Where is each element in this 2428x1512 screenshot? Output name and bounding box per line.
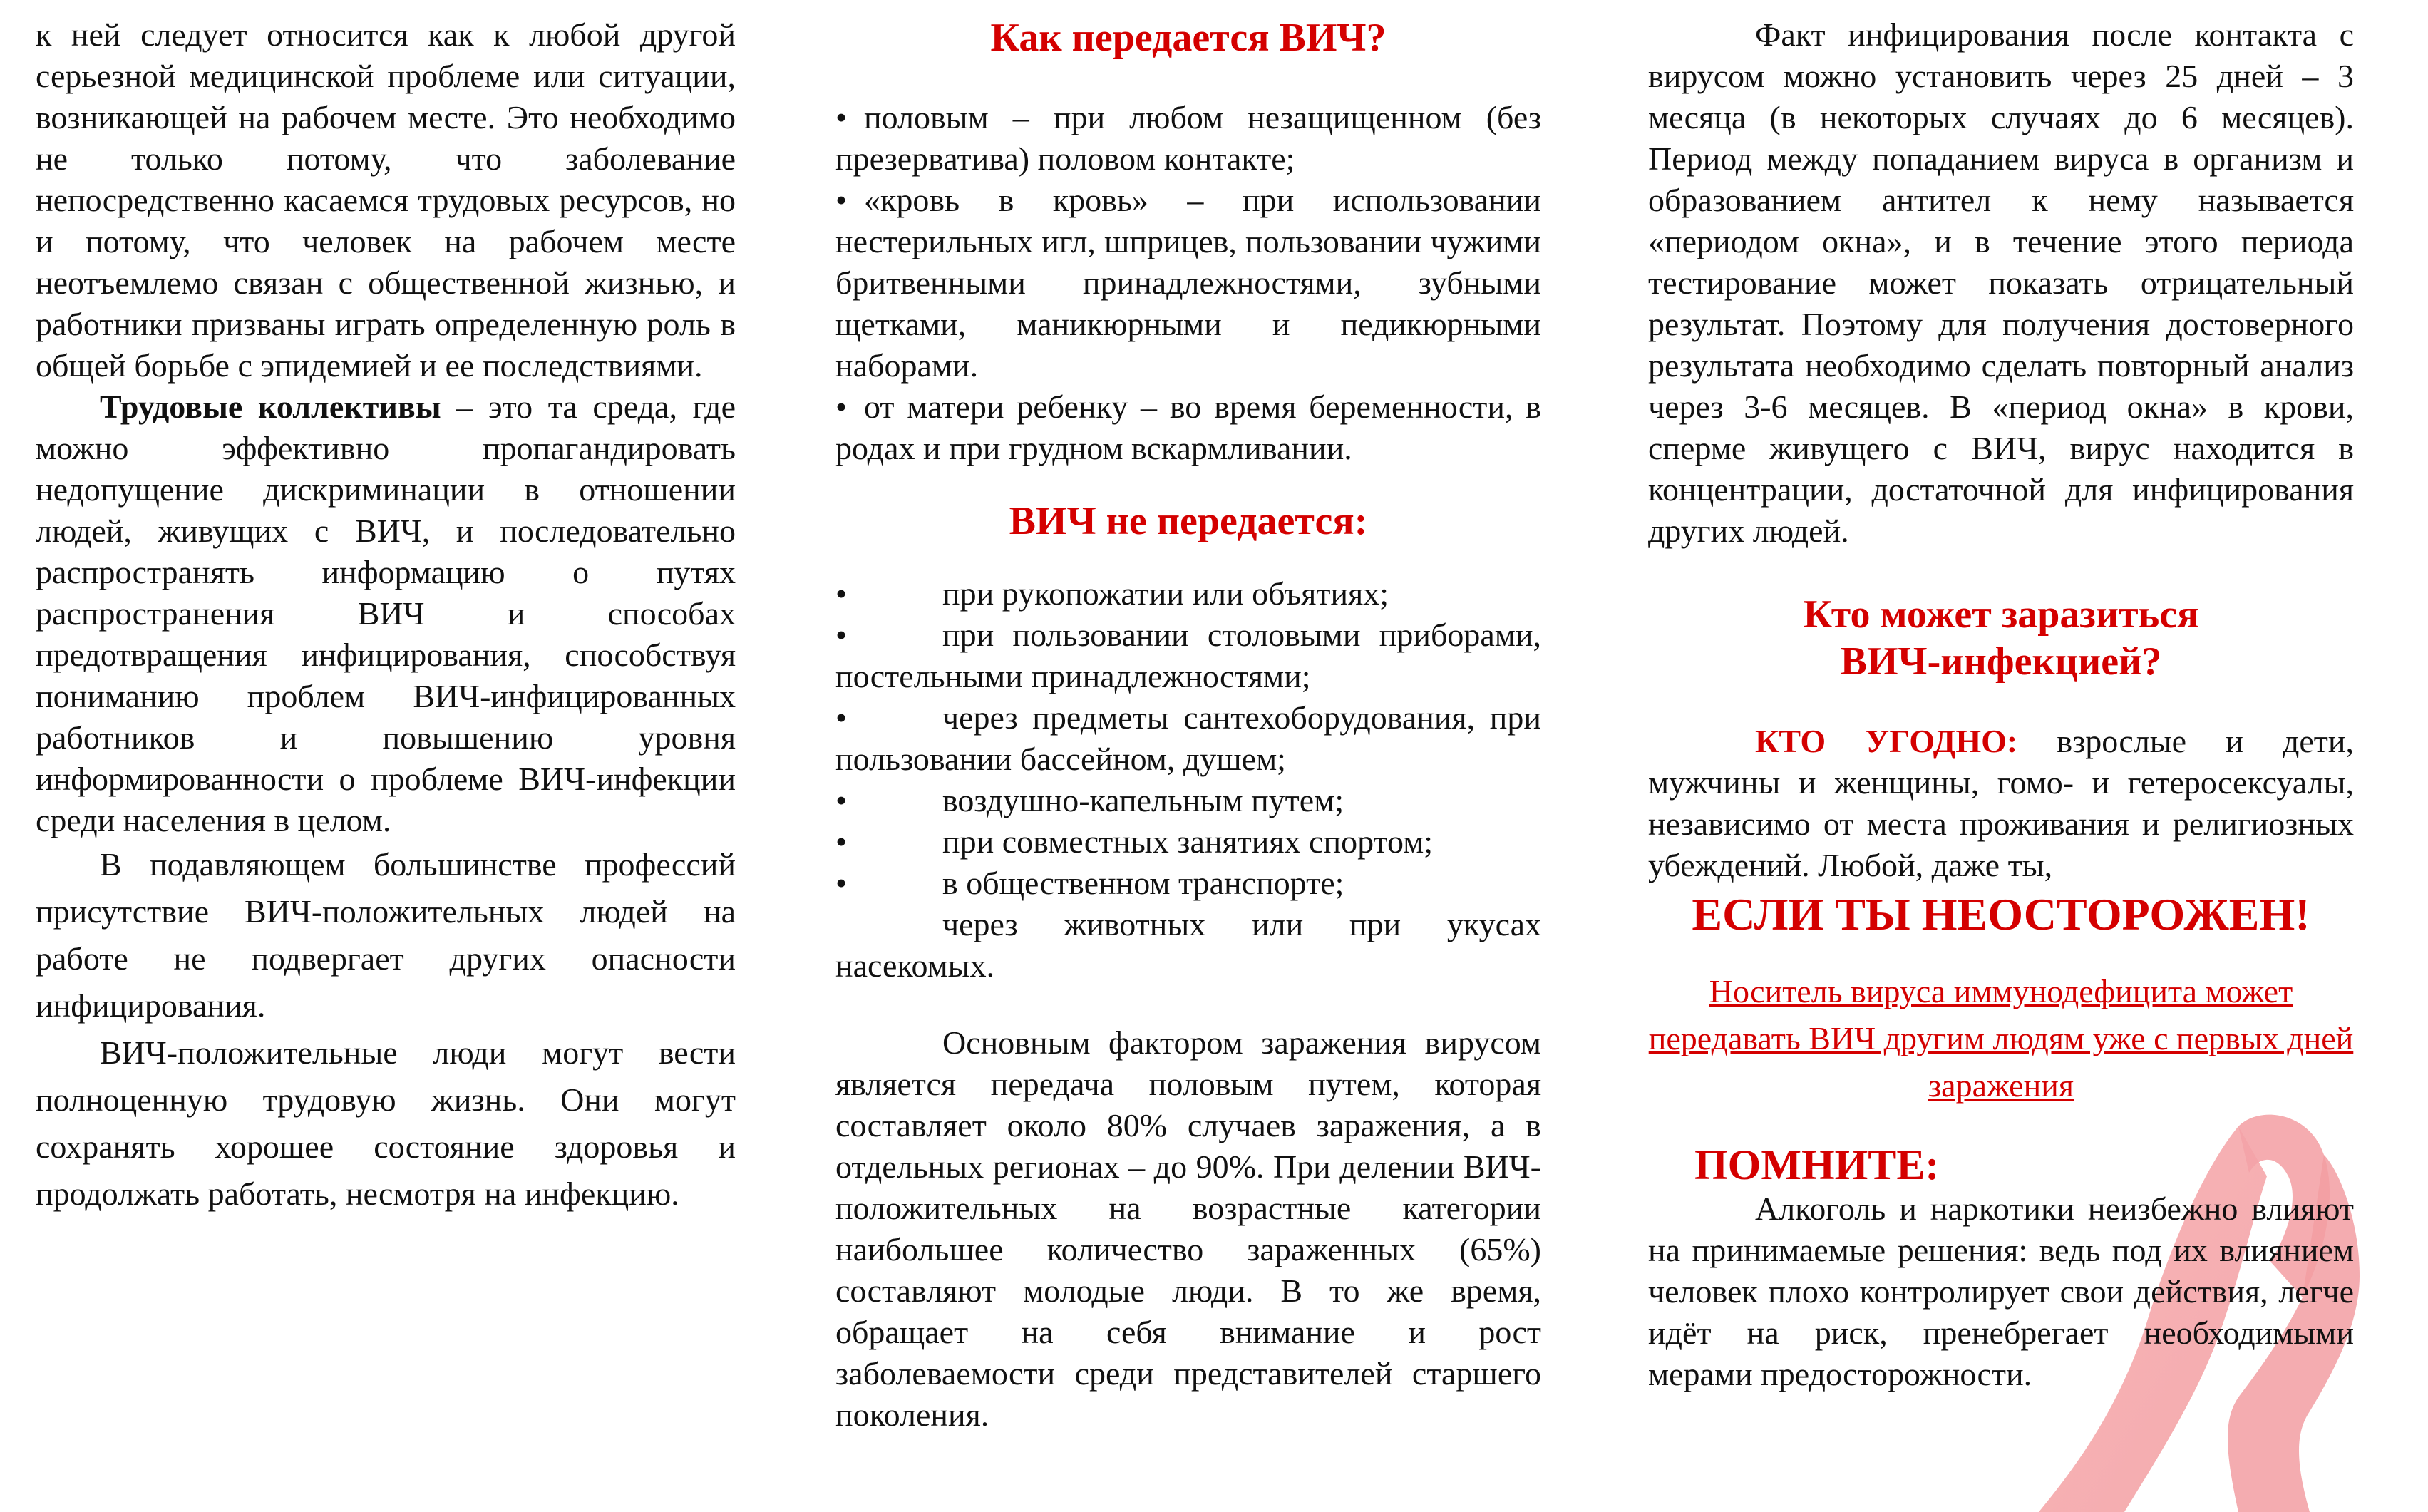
paragraph-anyone: КТО УГОДНО: взрослые и дети, мужчины и женщины, гомо- и гетеросексуалы, независимо от места проживания и религиозных убеждений. Любой, даже ты, — [1648, 723, 2354, 883]
paragraph-intro: к ней следует относится как к любой другой серьезной медицинской проблеме или ситуации, возникающей на рабочем месте. Это необходимо не только потому, что заболевание непосредственно касаемся трудовых ресурсов, но и потому, что человек на рабочем месте неотъемлемо связан с общественной жизнью, и работники призваны играть определенную роль в общей борьбе с эпидемией и ее последствиями. — [36, 16, 736, 384]
list-item: • при пользовании столовыми приборами, постельными принадлежностями; — [835, 614, 1541, 697]
warning-banner: ЕСЛИ ТЫ НЕОСТОРОЖЕН! — [1692, 889, 2310, 940]
list-item: • в общественном транспорте; — [835, 863, 1541, 904]
bullet-icon: • — [835, 575, 848, 612]
paragraph-alcohol-drugs: Алкоголь и наркотики неизбежно влияют на принимаемые решения: ведь под их влиянием человек плохо контролирует свои действия, легче идёт на риск, пренебрегает необходимыми мерами предосторожности. — [1648, 1190, 2354, 1392]
middle-column — [835, 14, 1541, 1436]
transmitted-list — [835, 97, 1541, 469]
paragraph-main-factor: Основным фактором заражения вирусом является передача половым путем, которая составляет около 80% случаев заражения, а в отдельных регионах – до 90%. При делении ВИЧ-положительных на возрастные категории наибольшее количество зараженных (65%) составляют молодые люди. В то же время, обращает на себя внимание и рост заболеваемости среди представителей старшего поколения. — [835, 1024, 1541, 1433]
paragraph-window-period: Факт инфицирования после контакта с вирусом можно установить через 25 дней – 3 месяца (в некоторых случаях до 6 месяцев). Период между попаданием вируса в организм и образованием антител к нему называется «периодом окна», и в течение этого периода тестирование может показать отрицательный результат. Поэтому для получения достоверного результата необходимо сделать повторный анализ через 3-6 месяцев. В «период окна» в крови, сперме живущего с ВИЧ, вирус находится в концентрации, достаточной для инфицирования других людей. — [1648, 16, 2354, 549]
right-column — [1648, 14, 2354, 1395]
bullet-icon: • — [835, 699, 848, 736]
heading-remember: ПОМНИТЕ: — [1694, 1141, 1940, 1188]
bullet-icon: • — [835, 823, 848, 860]
paragraph-work-collectives — [36, 386, 736, 841]
list-item: • от матери ребенку – во время беременности, в родах и при грудном вскармливании. — [835, 386, 1541, 469]
bullet-icon: • — [835, 99, 848, 135]
list-item: • «кровь в кровь» – при использовании нестерильных игл, шприцев, пользовании чужими бритвенными принадлежностями, зубными щетками, маникюрными и педикюрными наборами. — [835, 180, 1541, 386]
list-item: • половым – при любом незащищенном (без презерватива) половом контакте; — [835, 97, 1541, 180]
bullet-icon: • — [835, 182, 848, 218]
list-item: • при рукопожатии или объятиях; — [835, 573, 1541, 614]
list-item: • при совместных занятиях спортом; — [835, 821, 1541, 863]
not-transmitted-list — [835, 573, 1541, 987]
carrier-notice: Носитель вируса иммунодефицита может передавать ВИЧ другим людям уже с первых дней заражения — [1648, 973, 2354, 1104]
list-item: • воздушно-капельным путем; — [835, 780, 1541, 821]
bullet-icon: • — [835, 782, 848, 818]
heading-how-transmitted: Как передается ВИЧ? — [990, 16, 1387, 60]
paragraph-professions: В подавляющем большинстве профессий присутствие ВИЧ-положительных людей на работе не подвергает других опасности инфицирования. — [36, 846, 736, 1024]
heading-who-can-be-infected: Кто может заразиться ВИЧ-инфекцией? — [1803, 592, 2199, 684]
left-column — [36, 14, 736, 1218]
bullet-icon: • — [835, 617, 848, 653]
term-work-collectives: Трудовые коллективы — [100, 389, 441, 425]
paragraph-working-life: ВИЧ-положительные люди могут вести полноценную трудовую жизнь. Они могут сохранять хорошее состояние здоровья и продолжать работать, несмотря на инфекцию. — [36, 1034, 736, 1212]
bullet-icon: • — [835, 389, 848, 425]
heading-not-transmitted: ВИЧ не передается: — [1009, 499, 1368, 543]
list-item: • через предметы сантехоборудования, при пользовании бассейном, душем; — [835, 697, 1541, 780]
anyone-label: КТО УГОДНО: — [1755, 723, 2018, 759]
list-item: через животных или при укусах насекомых. — [835, 906, 1541, 984]
paragraph-work-collectives-text: – это та среда, где можно эффективно пропагандировать недопущение дискриминации в отношении людей, живущих с ВИЧ, и последовательно распространять информацию о путях распространения ВИЧ и способах предотвращения инфицирования, способствуя пониманию проблем ВИЧ-инфицированных работников и повышению уровня информированности о проблеме ВИЧ-инфекции среди населения в целом. — [36, 389, 736, 838]
bullet-icon: • — [835, 865, 848, 901]
